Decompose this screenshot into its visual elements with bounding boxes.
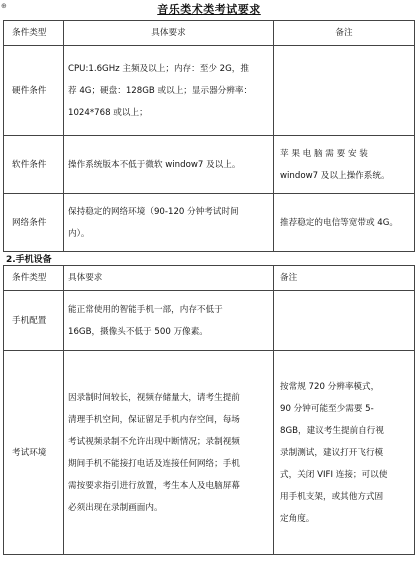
table-row: [4, 351, 415, 555]
row-note: [274, 136, 415, 194]
requirement-line: 1024*768 或以上；: [68, 107, 148, 118]
table-header-row: [4, 21, 415, 46]
table-header-row: [4, 266, 415, 291]
requirement-line: 因录制时间较长，视频存储量大，请考生提前: [68, 392, 240, 403]
note-line: 定角度。: [280, 513, 315, 524]
header-note: 备注: [274, 21, 415, 46]
table-row: [4, 46, 415, 136]
requirement-line: 16GB，摄像头不低于 500 万像素。: [68, 326, 208, 337]
header-requirement: 具体要求: [64, 21, 274, 46]
row-requirement: [64, 291, 274, 351]
requirement-line: CPU:1.6GHz 主频及以上；内存：至少 2G，推: [68, 63, 249, 74]
row-note: 推荐稳定的电信等宽带或 4G。: [274, 194, 415, 252]
requirement-line: 期间手机不能接打电话及连接任何网络；手机: [68, 458, 240, 469]
section-heading: 2.手机设备: [6, 255, 52, 265]
table-row: [4, 136, 415, 194]
computer-requirements-table: [3, 20, 415, 252]
note-line: 苹 果 电 脑 需 要 安 装: [280, 148, 368, 159]
row-type: 考试环境: [4, 351, 64, 555]
note-line: 录制测试，建议打开飞行模: [280, 447, 384, 458]
row-requirement: [64, 136, 274, 194]
requirement-line: 荐 4G；硬盘：128GB 或以上；显示器分辨率：: [68, 85, 253, 96]
row-type: 硬件条件: [4, 46, 64, 136]
header-requirement: 具体要求: [64, 266, 274, 291]
row-requirement: [64, 194, 274, 252]
note-line: 用手机支架，或其他方式固: [280, 491, 384, 502]
requirement-line: 操作系统版本不低于微软 window7 及以上。: [68, 159, 241, 170]
anchor-icon: ⊕: [1, 2, 7, 10]
header-type: 条件类型: [4, 21, 64, 46]
requirement-line: 需按要求指引进行放置，考生本人及电脑屏幕: [68, 480, 240, 491]
row-type: 软件条件: [4, 136, 64, 194]
header-type: 条件类型: [4, 266, 64, 291]
row-type: 网络条件: [4, 194, 64, 252]
row-requirement: [64, 351, 274, 555]
page-title: 音乐类术类考试要求: [157, 3, 261, 16]
requirement-line: 能正常使用的智能手机一部，内存不低于: [68, 304, 223, 315]
requirement-line: 考试视频录制不允许出现中断情况；录制视频: [68, 436, 240, 447]
note-line: 式，关闭 VIFI 连接；可以使: [280, 469, 388, 480]
note-line: 按常规 720 分辨率模式，: [280, 381, 380, 392]
requirement-line: 内）。: [68, 228, 90, 239]
table-row: [4, 194, 415, 252]
table-row: [4, 291, 415, 351]
requirement-line: 保持稳定的网络环境（90-120 分钟考试时间: [68, 206, 239, 217]
row-type: 手机配置: [4, 291, 64, 351]
row-note: [274, 351, 415, 555]
note-line: window7 及以上操作系统。: [280, 170, 390, 181]
phone-requirements-table: [3, 265, 415, 555]
header-note: 备注: [274, 266, 415, 291]
requirement-line: 必须出现在录制画面内。: [68, 502, 163, 513]
row-requirement: [64, 46, 274, 136]
note-line: 8GB，建议考生提前自行视: [280, 425, 384, 436]
note-line: 90 分钟可能至少需要 5-: [280, 403, 374, 414]
requirement-line: 清理手机空间，保证留足手机内存空间，每场: [68, 414, 240, 425]
row-note: [274, 291, 415, 351]
row-note: [274, 46, 415, 136]
